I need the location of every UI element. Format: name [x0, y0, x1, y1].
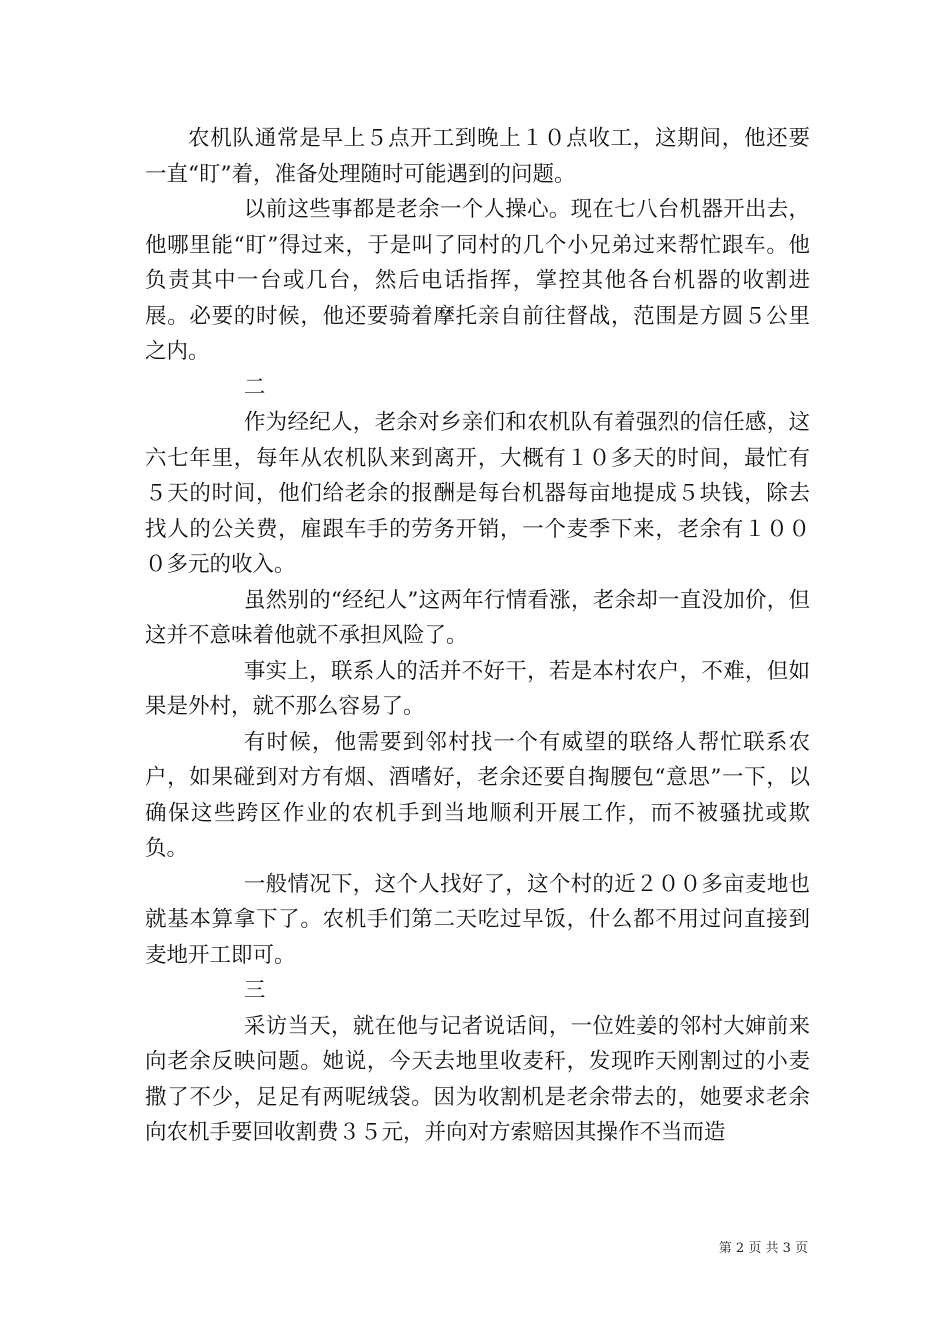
paragraph-neighbor-village: 有时候，他需要到邻村找一个有威望的联络人帮忙联系农户，如果碰到对方有烟、酒嗜好，老余还要自掏腰包“意思”一下，以确保这些跨区作业的农机手到当地顺利开展工作，而不被骚扰或欺负。	[145, 729, 810, 861]
paragraph-broker-income: 作为经纪人，老余对乡亲们和农机队有着强烈的信任感，这六七年里，每年从农机队来到离开，大概有１０多天的时间，最忙有５天的时间，他们给老余的报酬是每台机器每亩地提成５块钱，除去找人的公关费，雇跟车手的劳务开销，一个麦季下来，老余有１０００多元的收入。	[145, 410, 810, 577]
paragraph-work-hours: 农机队通常是早上５点开工到晚上１０点收工，这期间，他还要一直“盯”着，准备处理随时可能遇到的问题。	[145, 126, 810, 187]
section-heading-three: 三	[243, 978, 266, 1003]
document-body	[145, 121, 810, 1151]
paragraph-general-case: 一般情况下，这个人找好了，这个村的近２００多亩麦地也就基本算拿下了。农机手们第二天吃过早饭，什么都不用过问直接到麦地开工即可。	[145, 871, 810, 968]
paragraph-risk: 虽然别的“经纪人”这两年行情看涨，老余却一直没加价，但这并不意味着他就不承担风险了。	[145, 587, 810, 648]
paragraph-helpers: 以前这些事都是老余一个人操心。现在七八台机器开出去，他哪里能“盯”得过来，于是叫了同村的几个小兄弟过来帮忙跟车。他负责其中一台或几台，然后电话指挥，掌控其他各台机器的收割进展。必要的时候，他还要骑着摩托亲自前往督战，范围是方圆５公里之内。	[145, 197, 810, 364]
paragraph-interview-day: 采访当天，就在他与记者说话间，一位姓姜的邻村大婶前来向老余反映问题。她说，今天去地里收麦秆，发现昨天刚割过的小麦撒了不少，足足有两呢绒袋。因为收割机是老余带去的，她要求老余向农机手要回收割费３５元，并向对方索赔因其操作不当而造	[145, 1013, 810, 1145]
page-number-footer: 第 2 页 共 3 页	[718, 1241, 808, 1256]
paragraph-contact-difficulty: 事实上，联系人的活并不好干，若是本村农户，不难，但如果是外村，就不那么容易了。	[145, 658, 810, 719]
section-heading-two: 二	[243, 374, 266, 400]
